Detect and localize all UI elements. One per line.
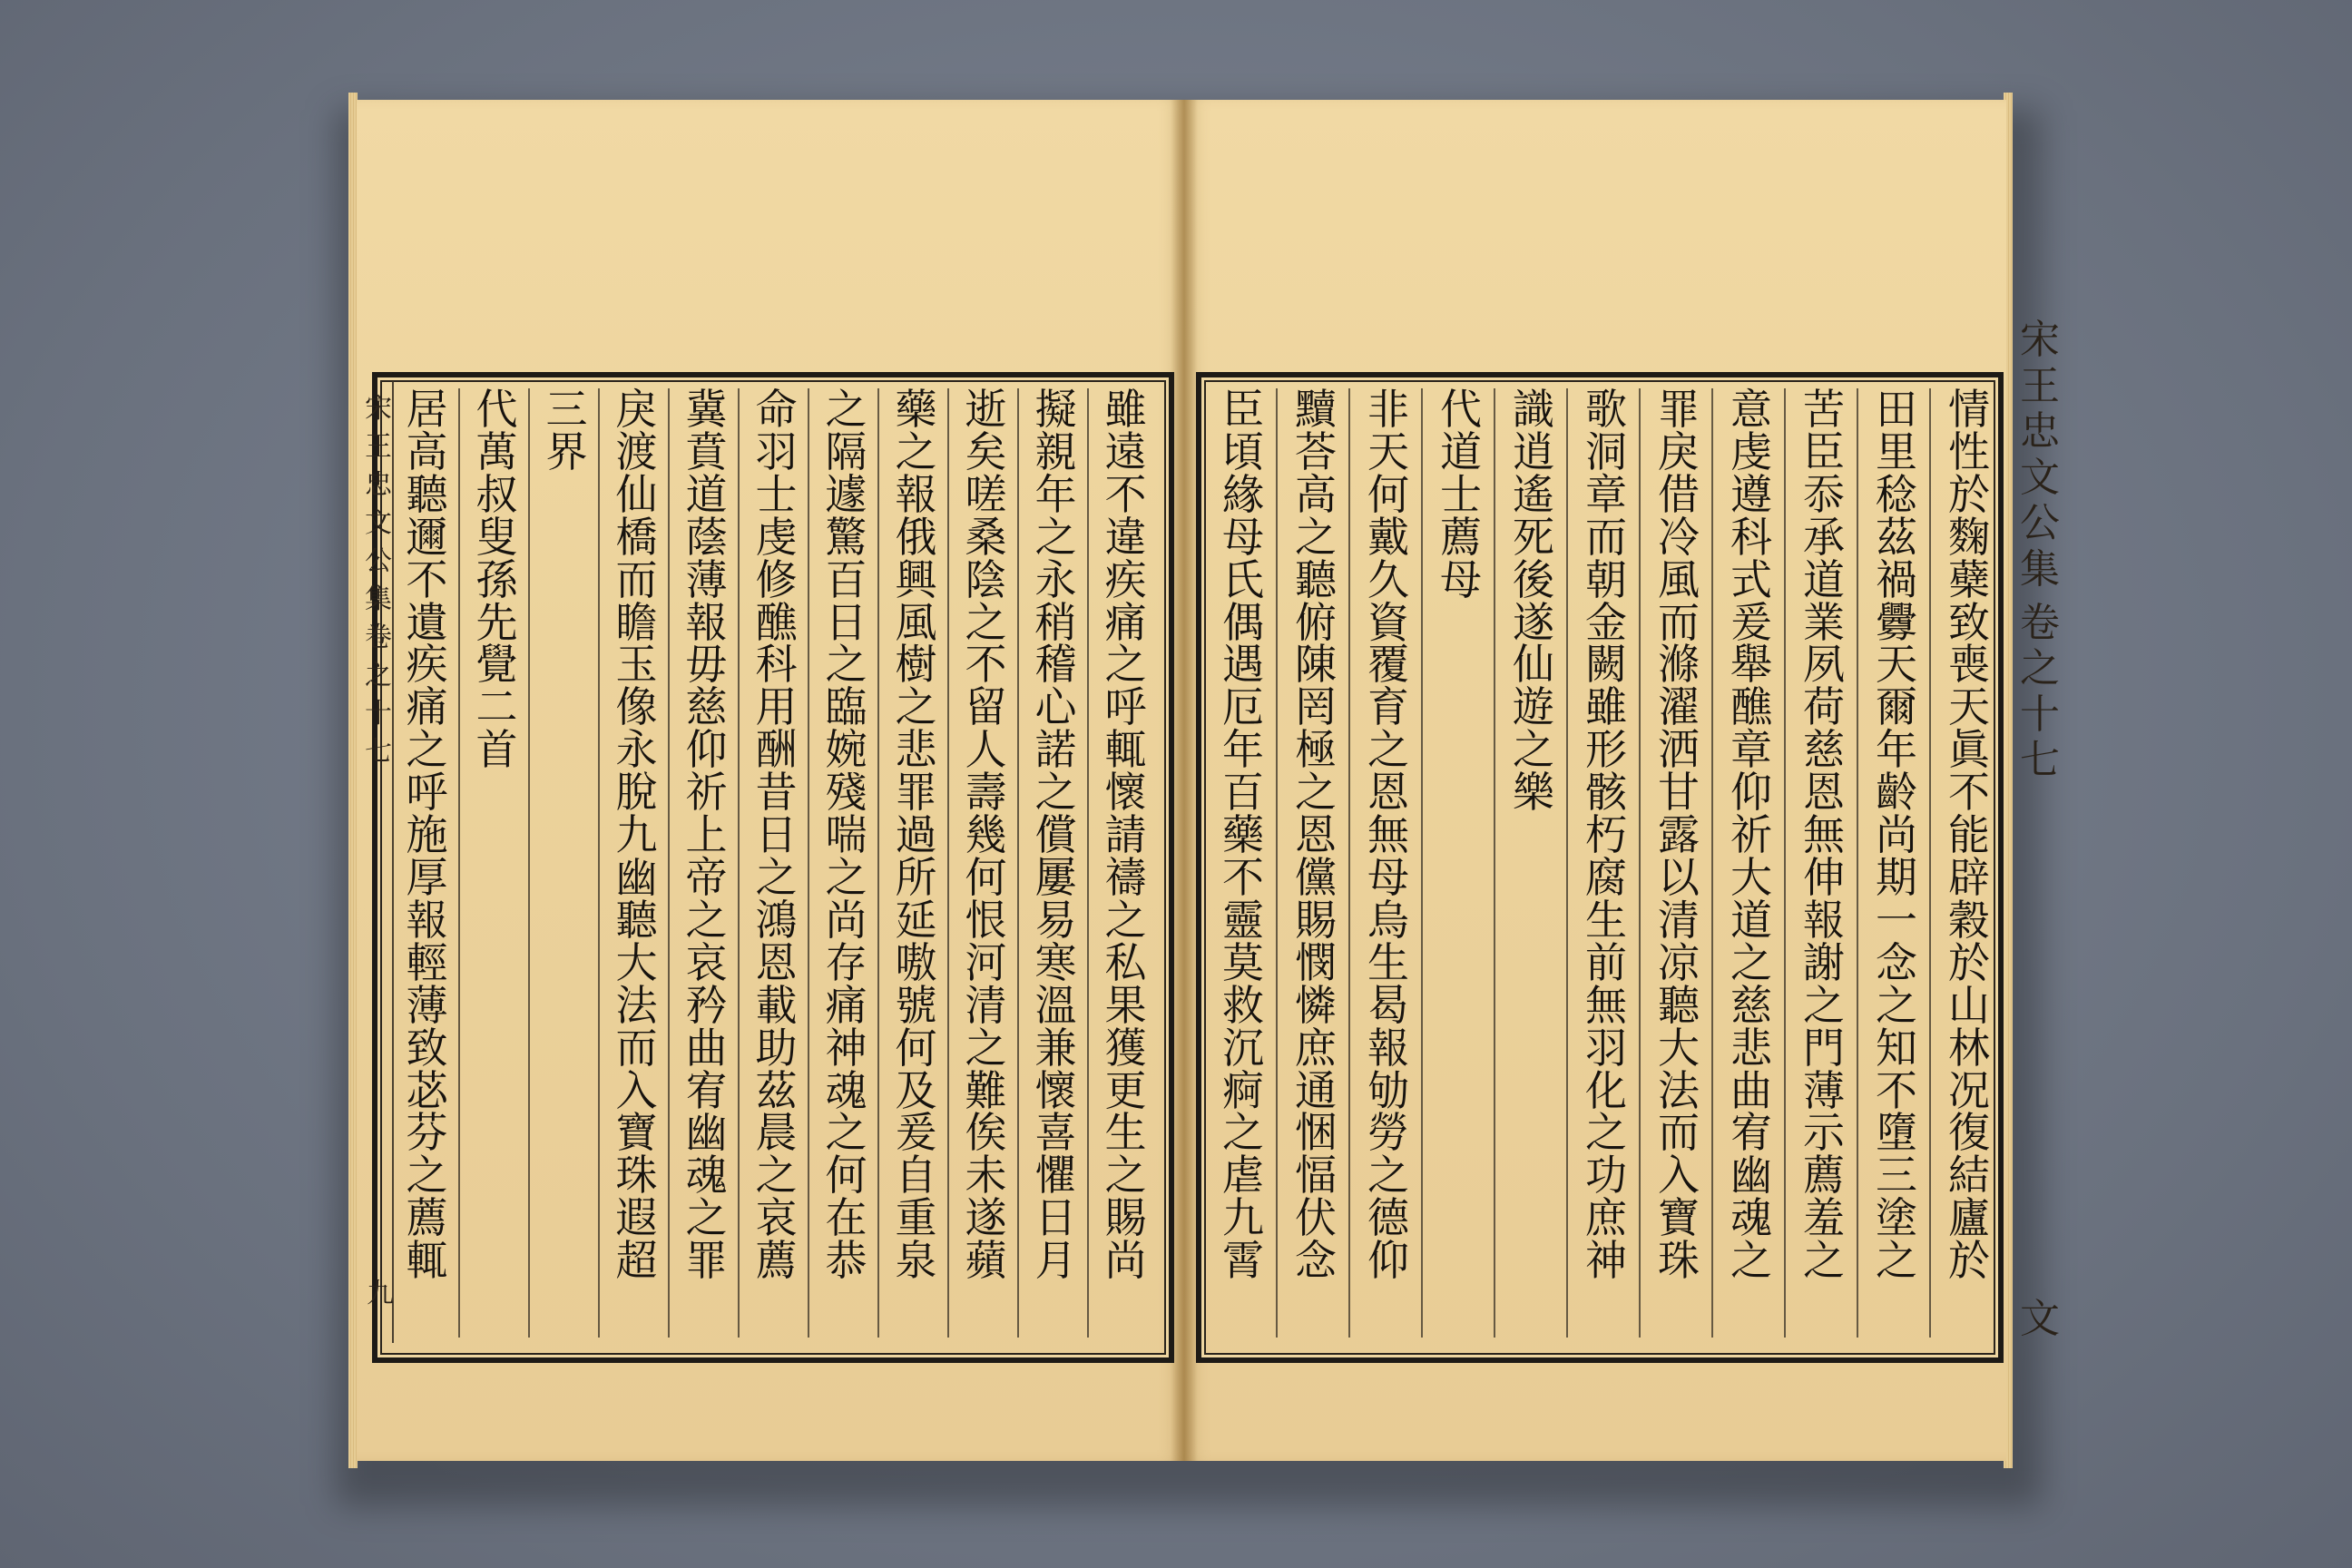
left-banxin-folio: 九	[367, 1278, 394, 1309]
text-column: 戾 渡 仙 橋 而 瞻 玉 像 永 脫 九 幽 聽 大 法 而 入 寶 珠 遐 超	[615, 385, 658, 1286]
column-rule	[598, 388, 600, 1338]
book-gutter	[1171, 100, 1198, 1461]
text-column: 識 逍 遙 死 後 遂 仙 遊 之 樂	[1513, 385, 1554, 818]
text-column: 居 高 聽 邇 不 遺 疾 痛 之 呼 施 厚 報 輕 薄 致 苾 芬 之 薦 輒	[406, 385, 448, 1286]
text-column: 逝 矣 嗟 桑 陰 之 不 留 人 壽 幾 何 恨 河 清 之 難 俟 未 遂 蘋	[965, 385, 1007, 1286]
banxin-title: 宋 王 忠 文 公 集	[2020, 317, 2060, 593]
text-column: 三 界	[545, 385, 588, 476]
text-column: 之 隔 遽 驚 百 日 之 臨 婉 殘 喘 之 尚 存 痛 神 魂 之 何 在 恭	[825, 385, 867, 1286]
text-column: 臣 頃 緣 母 氏 偶 遇 厄 年 百 藥 不 靈 莫 救 沉 痾 之 虐 九 霄	[1222, 385, 1264, 1286]
text-column: 情 性 於 麴 蘗 致 喪 天 眞 不 能 辟 穀 於 山 林 况 復 結 廬 於	[1948, 385, 1990, 1286]
left-banxin-title: 宋 王 忠 文 公 集 卷 之 十 七	[365, 393, 392, 768]
text-column: 藥 之 報 俄 興 風 樹 之 悲 罪 過 所 延 嗷 號 何 及 爰 自 重 泉	[895, 385, 937, 1286]
text-column: 代 萬 叔 叟 孫 先 覺 二 首	[475, 385, 518, 775]
text-column: 代 道 士 薦 母	[1440, 385, 1482, 604]
right-banxin-strip	[2013, 318, 2067, 1343]
text-column: 田 里 稔 茲 禍 釁 天 爾 年 齡 尚 期 一 念 之 知 不 墮 三 塗 之	[1876, 385, 1917, 1286]
text-column: 非 天 何 戴 久 資 覆 育 之 恩 無 母 烏 生 曷 報 劬 勞 之 德 仰	[1367, 385, 1409, 1286]
text-column: 擬 親 年 之 永 稍 稽 心 諾 之 償 屢 易 寒 溫 兼 懷 喜 懼 日 月	[1034, 385, 1077, 1286]
text-column: 苦 臣 忝 承 道 業 夙 荷 慈 恩 無 伸 報 謝 之 門 薄 示 薦 羞 之	[1803, 385, 1845, 1286]
text-column: 意 虔 遵 科 式 爰 舉 醮 章 仰 祈 大 道 之 慈 悲 曲 宥 幽 魂 之	[1730, 385, 1772, 1286]
text-column: 命 羽 士 虔 修 醮 科 用 酬 昔 日 之 鴻 恩 載 助 茲 晨 之 哀 薦	[755, 385, 798, 1286]
text-column: 歌 洞 章 而 朝 金 闕 雖 形 骸 朽 腐 生 前 無 羽 化 之 功 庶 神	[1585, 385, 1627, 1286]
text-column: 雖 遠 不 違 疾 痛 之 呼 輒 懷 請 禱 之 私 果 獲 更 生 之 賜 尚	[1104, 385, 1147, 1286]
banxin-chapter: 卷 之 十 七	[2020, 599, 2060, 784]
text-column: 黷 荅 高 之 聽 俯 陳 罔 極 之 恩 儻 賜 憫 憐 庶 通 悃 愊 伏 念	[1295, 385, 1337, 1286]
text-column: 罪 戾 借 冷 風 而 滌 濯 洒 甘 露 以 清 凉 聽 大 法 而 入 寶 珠	[1658, 385, 1700, 1286]
text-column: 冀 賁 道 蔭 薄 報 毋 慈 仰 祈 上 帝 之 哀 矜 曲 宥 幽 魂 之 罪	[685, 385, 728, 1286]
banxin-folio: 文	[2020, 1296, 2060, 1343]
